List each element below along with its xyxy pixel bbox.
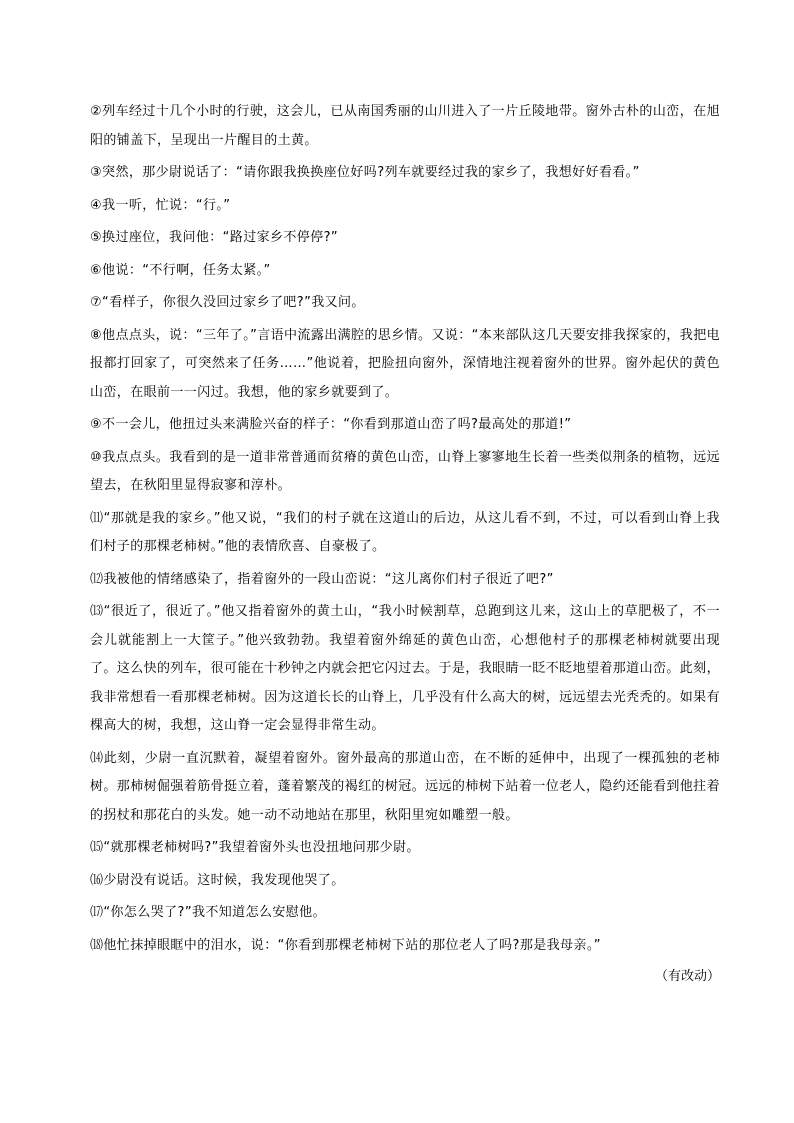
paragraph-15: ⒂“就那棵老柿树吗?”我望着窗外头也没扭地问那少尉。	[90, 840, 420, 855]
paragraph-7: ⑦“看样子，你很久没回过家乡了吧?”我又问。	[90, 295, 365, 310]
paragraph-6: ⑥他说：“不行啊，任务太紧。”	[90, 262, 271, 278]
paragraph-11: ⑾“那就是我的家乡。”他又说，“我们的村子就在这道山的后边，从这儿看不到，不过，可以看到山脊上我们村子的那棵老柿树。”他的表情欣喜、自豪极了。	[90, 510, 720, 554]
paragraph-8: ⑧他点点头，说：“三年了。”言语中流露出满腔的思乡情。又说：“本来部队这几天要安排我探家的，我把电报都打回家了，可突然来了任务……”他说着，把脸扭向窗外，深情地注视着窗外的世界。窗外起伏的黄色山峦，在眼前一一闪过。我想，他的家乡就要到了。	[90, 327, 720, 400]
paragraph-18: ⒅他忙抹掉眼眶中的泪水，说：“你看到那棵老柿树下站的那位老人了吗?那是我母亲。”	[90, 937, 601, 953]
paragraph-13: ⒀“很近了，很近了。”他又指着窗外的黄土山，“我小时候割草，总跑到这儿来，这山上的草肥极了，不一会儿就能割上一大筐子。”他兴致勃勃。我望着窗外绵延的黄色山峦，心想他村子的那棵老柿树就要出现了。这么快的列车，很可能在十秒钟之内就会把它闪过去。于是，我眼睛一眨不眨地望着那道山峦。此刻，我非常想看一看那棵老柿树。因为这道长长的山脊上，几乎没有什么高大的树，远远望去光秃秃的。如果有棵高大的树，我想，这山脊一定会显得非常生动。	[90, 604, 720, 733]
document-page	[90, 98, 720, 990]
paragraph-17: ⒄“你怎么哭了?”我不知道怎么安慰他。	[90, 905, 326, 920]
paragraph-3: ③突然，那少尉说话了：“请你跟我换换座位好吗?列车就要经过我的家乡了，我想好好看看。”	[90, 165, 640, 180]
paragraph-10: ⑩我点点头。我看到的是一道非常普通而贫瘠的黄色山峦，山脊上寥寥地生长着一些类似荆条的植物，远远望去，在秋阳里显得寂寥和淳朴。	[90, 449, 720, 493]
source-note: （有改动）	[654, 969, 720, 984]
paragraph-14: ⒁此刻，少尉一直沉默着，凝望着窗外。窗外最高的那道山峦，在不断的延伸中，出现了一棵孤独的老柿树。那柿树倔强着筋骨挺立着，蓬着繁茂的褐红的树冠。远远的柿树下站着一位老人，隐约还能看到他拄着的拐杖和那花白的头发。她一动不动地站在那里，秋阳里宛如雕塑一般。	[90, 750, 720, 823]
paragraph-9: ⑨不一会儿，他扭过头来满脸兴奋的样子：“你看到那道山峦了吗?最高处的那道!”	[90, 417, 572, 432]
paragraph-12: ⑿我被他的情绪感染了，指着窗外的一段山峦说：“这儿离你们村子很近了吧?”	[90, 571, 554, 587]
paragraph-5: ⑤换过座位，我问他：“路过家乡不停停?”	[90, 230, 339, 245]
paragraph-16: ⒃少尉没有说话。这时候，我发现他哭了。	[90, 872, 345, 888]
paragraph-4: ④我一听，忙说：“行。”	[90, 197, 231, 213]
paragraph-2: ②列车经过十几个小时的行驶，这会儿，已从南国秀丽的山川进入了一片丘陵地带。窗外古朴的山峦，在旭阳的铺盖下，呈现出一片醒目的土黄。	[90, 104, 720, 148]
